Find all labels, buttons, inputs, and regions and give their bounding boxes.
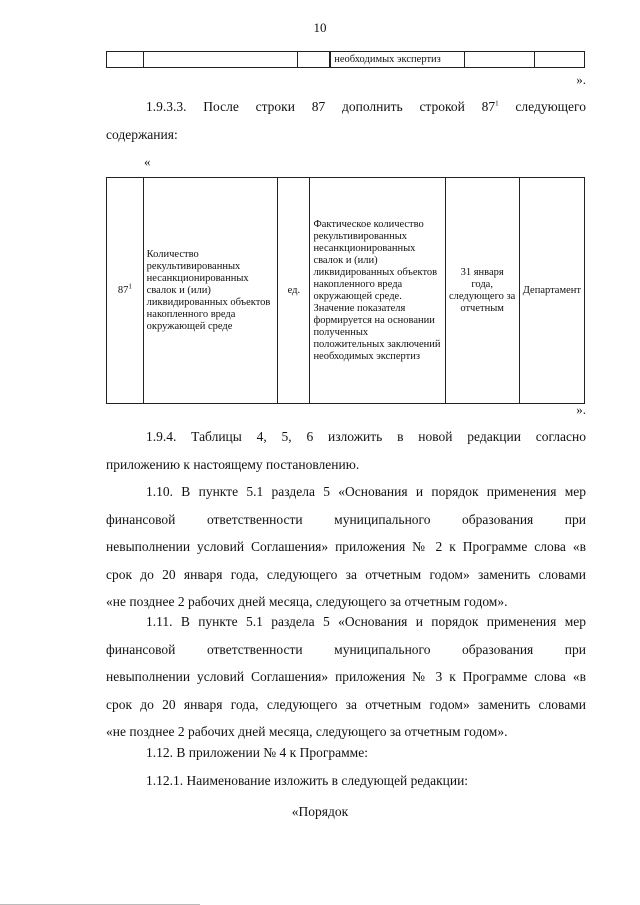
paragraph-line: срок до 20 января года, следующего за отчетным годом» заменить словами <box>106 566 586 582</box>
closing-quote: ». <box>576 72 586 87</box>
paragraph-1-9-3-3 <box>106 93 586 148</box>
paragraph-1-9-4 <box>106 423 586 478</box>
paragraph-line: невыполнении условий Соглашения» приложения № 3 к Программе слова «в <box>106 669 586 684</box>
indicator-name-cell: Количество рекультивированных несанкционированных свалок и (или) ликвидированных объектов накопленного вреда окружающей среде <box>143 178 278 404</box>
paragraph-line: невыполнении условий Соглашения» приложения № 2 к Программе слова «в <box>106 539 586 554</box>
paragraph-line: содержания: <box>106 126 178 142</box>
paragraph-line: финансовой ответственности муниципального образования при <box>106 641 586 657</box>
section-title-quote: «Порядок <box>291 804 349 819</box>
inserted-row-table <box>106 177 585 404</box>
paragraph-line: 1.9.4. Таблицы 4, 5, 6 изложить в новой редакции согласно <box>146 429 586 444</box>
table-cell: необходимых экспертиз <box>331 52 465 68</box>
paragraph-line: приложению к настоящему постановлению. <box>106 456 360 472</box>
row-number: 87 <box>117 284 129 296</box>
table-cell <box>107 52 144 68</box>
paragraph-line: 1.12.1. Наименование изложить в следующей редакции: <box>146 772 469 788</box>
row-number-cell <box>107 178 144 404</box>
description-cell: Фактическое количество рекультивированных несанкционированных свалок и (или) ликвидированных объектов накопленного вреда окружающей среде. Значение показателя формируется на основании полученных положительных заключений необходимых экспертиз <box>310 178 445 404</box>
page-number: 10 <box>313 20 327 35</box>
paragraph-line: финансовой ответственности муниципального образования при <box>106 511 586 527</box>
table-fragment-top <box>106 51 585 68</box>
unit-cell: ед. <box>278 178 310 404</box>
table-row <box>107 178 585 404</box>
paragraph-line: срок до 20 января года, следующего за отчетным годом» заменить словами <box>106 696 586 712</box>
deadline-cell: 31 января года, следующего за отчетным <box>445 178 519 404</box>
paragraph-line: 1.10. В пункте 5.1 раздела 5 «Основания и порядок применения мер <box>146 484 586 499</box>
paragraph-1-11 <box>106 608 586 746</box>
paragraph-line <box>106 93 586 121</box>
paragraph-line: 1.11. В пункте 5.1 раздела 5 «Основания и порядок применения мер <box>146 614 586 629</box>
paragraph-line: «не позднее 2 рабочих дней месяца, следующего за отчетным годом». <box>106 594 508 609</box>
paragraph-line: 1.12. В приложении № 4 к Программе: <box>146 745 368 760</box>
text: 1.9.3.3. После строки 87 дополнить строкой 87 <box>146 99 496 114</box>
responsible-cell: Департамент <box>519 178 584 404</box>
paragraph-1-10 <box>106 478 586 616</box>
table-row <box>107 52 585 68</box>
table-cell <box>298 52 330 68</box>
paragraph-line: «не позднее 2 рабочих дней месяца, следующего за отчетным годом». <box>106 724 508 739</box>
superscript: 1 <box>128 282 132 290</box>
opening-quote: « <box>144 154 151 169</box>
table-cell <box>535 52 585 68</box>
text: следующего <box>498 99 586 114</box>
table-cell <box>143 52 298 68</box>
superscript: 1 <box>495 99 499 108</box>
closing-quote: ». <box>576 402 586 417</box>
table-cell <box>464 52 535 68</box>
paragraph-1-12 <box>106 739 586 794</box>
